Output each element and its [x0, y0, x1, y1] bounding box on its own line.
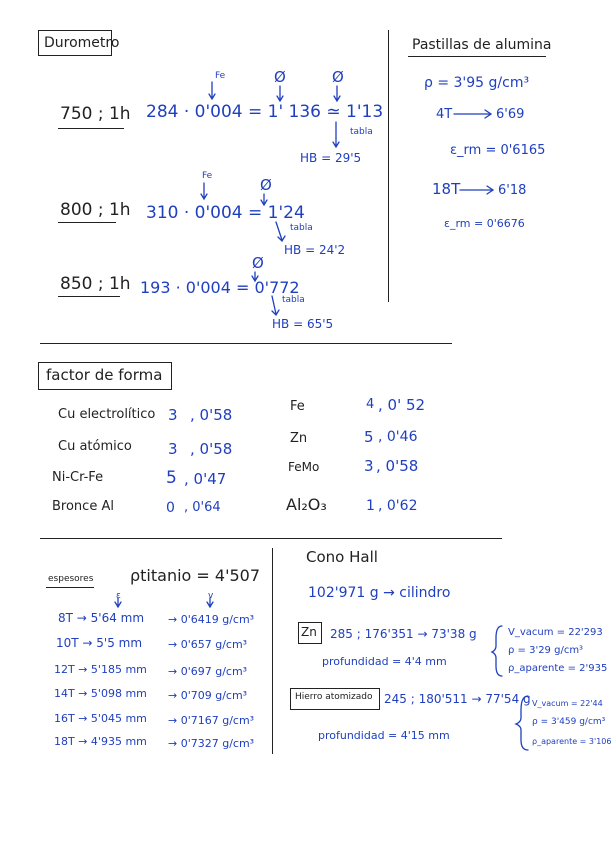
pastillas-rm1: ε_rm = 0'6165 — [450, 143, 546, 158]
phi-marker: Ø — [260, 176, 272, 194]
tabla-label: tabla — [282, 295, 305, 305]
hierro-rho-aparente: ρ_aparente = 3'106 — [532, 737, 611, 746]
factor-left-v1: 3 — [168, 406, 178, 424]
zn-profundidad: profundidad = 4'4 mm — [322, 655, 447, 668]
espesor-density: → 0'7167 g/cm³ — [168, 714, 255, 727]
pastillas-4t-label: 4T — [436, 107, 453, 122]
factor-right-v1: 4 — [366, 397, 375, 412]
factor-left-v2: , 0'58 — [190, 440, 233, 458]
factor-left-name: Bronce Al — [52, 499, 114, 514]
durometro-row-label: 750 ; 1h — [60, 104, 131, 124]
hb-value: HB = 24'2 — [284, 243, 346, 257]
column-marker: ε — [116, 591, 121, 601]
durometro-calc: 284 · 0'004 = 1' 136 ≃ 1'13 — [146, 102, 384, 122]
tabla-label: tabla — [350, 127, 373, 137]
espesor-density: → 0'697 g/cm³ — [168, 665, 248, 678]
down-arrow-icon — [115, 598, 121, 607]
durometro-calc: 310 · 0'004 = 1'24 — [146, 203, 305, 223]
down-arrow-icon — [252, 272, 258, 281]
down-arrow-icon — [261, 194, 267, 205]
zn-label: Zn — [301, 625, 317, 639]
down-arrow-icon — [333, 122, 339, 147]
cono-title: Cono Hall — [306, 548, 378, 566]
espesor-density: → 0'709 g/cm³ — [168, 689, 248, 702]
phi-marker: Ø — [332, 68, 344, 86]
pastillas-4t-value: 6'69 — [496, 107, 525, 122]
espesor-thickness: 8T → 5'64 mm — [58, 611, 145, 625]
durometro-row-label: 800 ; 1h — [60, 200, 131, 220]
factor-right-name: Zn — [290, 431, 308, 446]
factor-right-name: Fe — [290, 399, 305, 414]
espesores-label: espesores — [48, 574, 94, 584]
hierro-label: Hierro atomizado — [295, 692, 373, 702]
factor-left-name: Cu electrolítico — [58, 407, 156, 422]
factor-left-name: Cu atómico — [58, 439, 132, 454]
brace-icon — [492, 626, 502, 676]
down-arrow-icon — [277, 86, 283, 101]
factor-left-name: Ni-Cr-Fe — [52, 470, 104, 485]
factor-right-v1: 1 — [366, 498, 375, 514]
factor-right-v2: , 0' 52 — [378, 396, 426, 414]
espesor-density: → 0'657 g/cm³ — [168, 638, 248, 651]
right-arrow-icon — [460, 186, 493, 194]
factor-title: factor de forma — [46, 366, 163, 384]
fe-marker: Fe — [202, 171, 213, 181]
factor-left-v2: , 0'47 — [184, 470, 227, 488]
brace-icon — [516, 696, 528, 750]
hierro-rho: ρ = 3'459 g/cm³ — [532, 717, 606, 727]
zn-rho: ρ = 3'29 g/cm³ — [508, 645, 584, 656]
down-arrow-icon — [272, 296, 279, 315]
zn-rho-aparente: ρ_aparente = 2'935 — [508, 663, 608, 674]
pastillas-title: Pastillas de alumina — [412, 37, 552, 53]
espesor-density: → 0'6419 g/cm³ — [168, 613, 255, 626]
factor-right-name: FeMo — [288, 460, 320, 474]
pastillas-rho: ρ = 3'95 g/cm³ — [424, 75, 530, 91]
zn-calc: 285 ; 176'351 → 73'38 g — [330, 627, 477, 641]
factor-left-v1: 5 — [166, 468, 177, 488]
factor-left-v1: 3 — [168, 440, 178, 458]
factor-left-v2: , 0'64 — [184, 500, 221, 515]
down-arrow-icon — [201, 183, 207, 199]
espesor-thickness: 18T → 4'935 mm — [54, 735, 147, 748]
pastillas-18t-label: 18T — [432, 180, 461, 198]
down-arrow-icon — [276, 222, 285, 241]
espesor-thickness: 10T → 5'5 mm — [56, 636, 143, 650]
factor-left-v1: 0 — [166, 500, 175, 516]
factor-right-v1: 5 — [364, 428, 374, 446]
factor-right-name: Al₂O₃ — [286, 495, 327, 514]
hb-value: HB = 65'5 — [272, 317, 334, 331]
durometro-title: Durometro — [44, 35, 120, 51]
espesor-thickness: 14T → 5'098 mm — [54, 687, 147, 700]
hierro-profundidad: profundidad = 4'15 mm — [318, 729, 450, 742]
fe-marker: Fe — [215, 71, 226, 81]
column-marker: v — [208, 591, 214, 601]
phi-marker: Ø — [274, 68, 286, 86]
pastillas-rm2: ε_rm = 0'6676 — [444, 217, 525, 230]
tabla-label: tabla — [290, 223, 313, 233]
factor-right-v1: 3 — [364, 457, 374, 475]
down-arrow-icon — [207, 598, 213, 607]
durometro-row-label: 850 ; 1h — [60, 274, 131, 294]
cono-cilindro: 102'971 g → cilindro — [308, 585, 451, 601]
zn-vvacum: V_vacum = 22'293 — [508, 627, 603, 638]
factor-right-v2: , 0'58 — [376, 457, 419, 475]
down-arrow-icon — [334, 86, 340, 101]
titanio-density: ρtitanio = 4'507 — [130, 566, 261, 585]
espesor-density: → 0'7327 g/cm³ — [168, 737, 255, 750]
down-arrow-icon — [209, 82, 215, 99]
hierro-vvacum: V_vacum = 22'44 — [532, 699, 603, 708]
hierro-calc: 245 ; 180'511 → 77'54 g — [384, 692, 531, 706]
durometro-calc: 193 · 0'004 = 0'772 — [140, 278, 300, 297]
espesor-thickness: 16T → 5'045 mm — [54, 712, 147, 725]
factor-left-v2: , 0'58 — [190, 406, 233, 424]
hb-value: HB = 29'5 — [300, 151, 362, 165]
factor-right-v2: , 0'46 — [378, 429, 418, 445]
right-arrow-icon — [454, 110, 491, 118]
espesor-thickness: 12T → 5'185 mm — [54, 663, 147, 676]
factor-right-v2: , 0'62 — [378, 498, 418, 514]
pastillas-18t-value: 6'18 — [498, 183, 527, 198]
phi-marker: Ø — [252, 254, 264, 272]
